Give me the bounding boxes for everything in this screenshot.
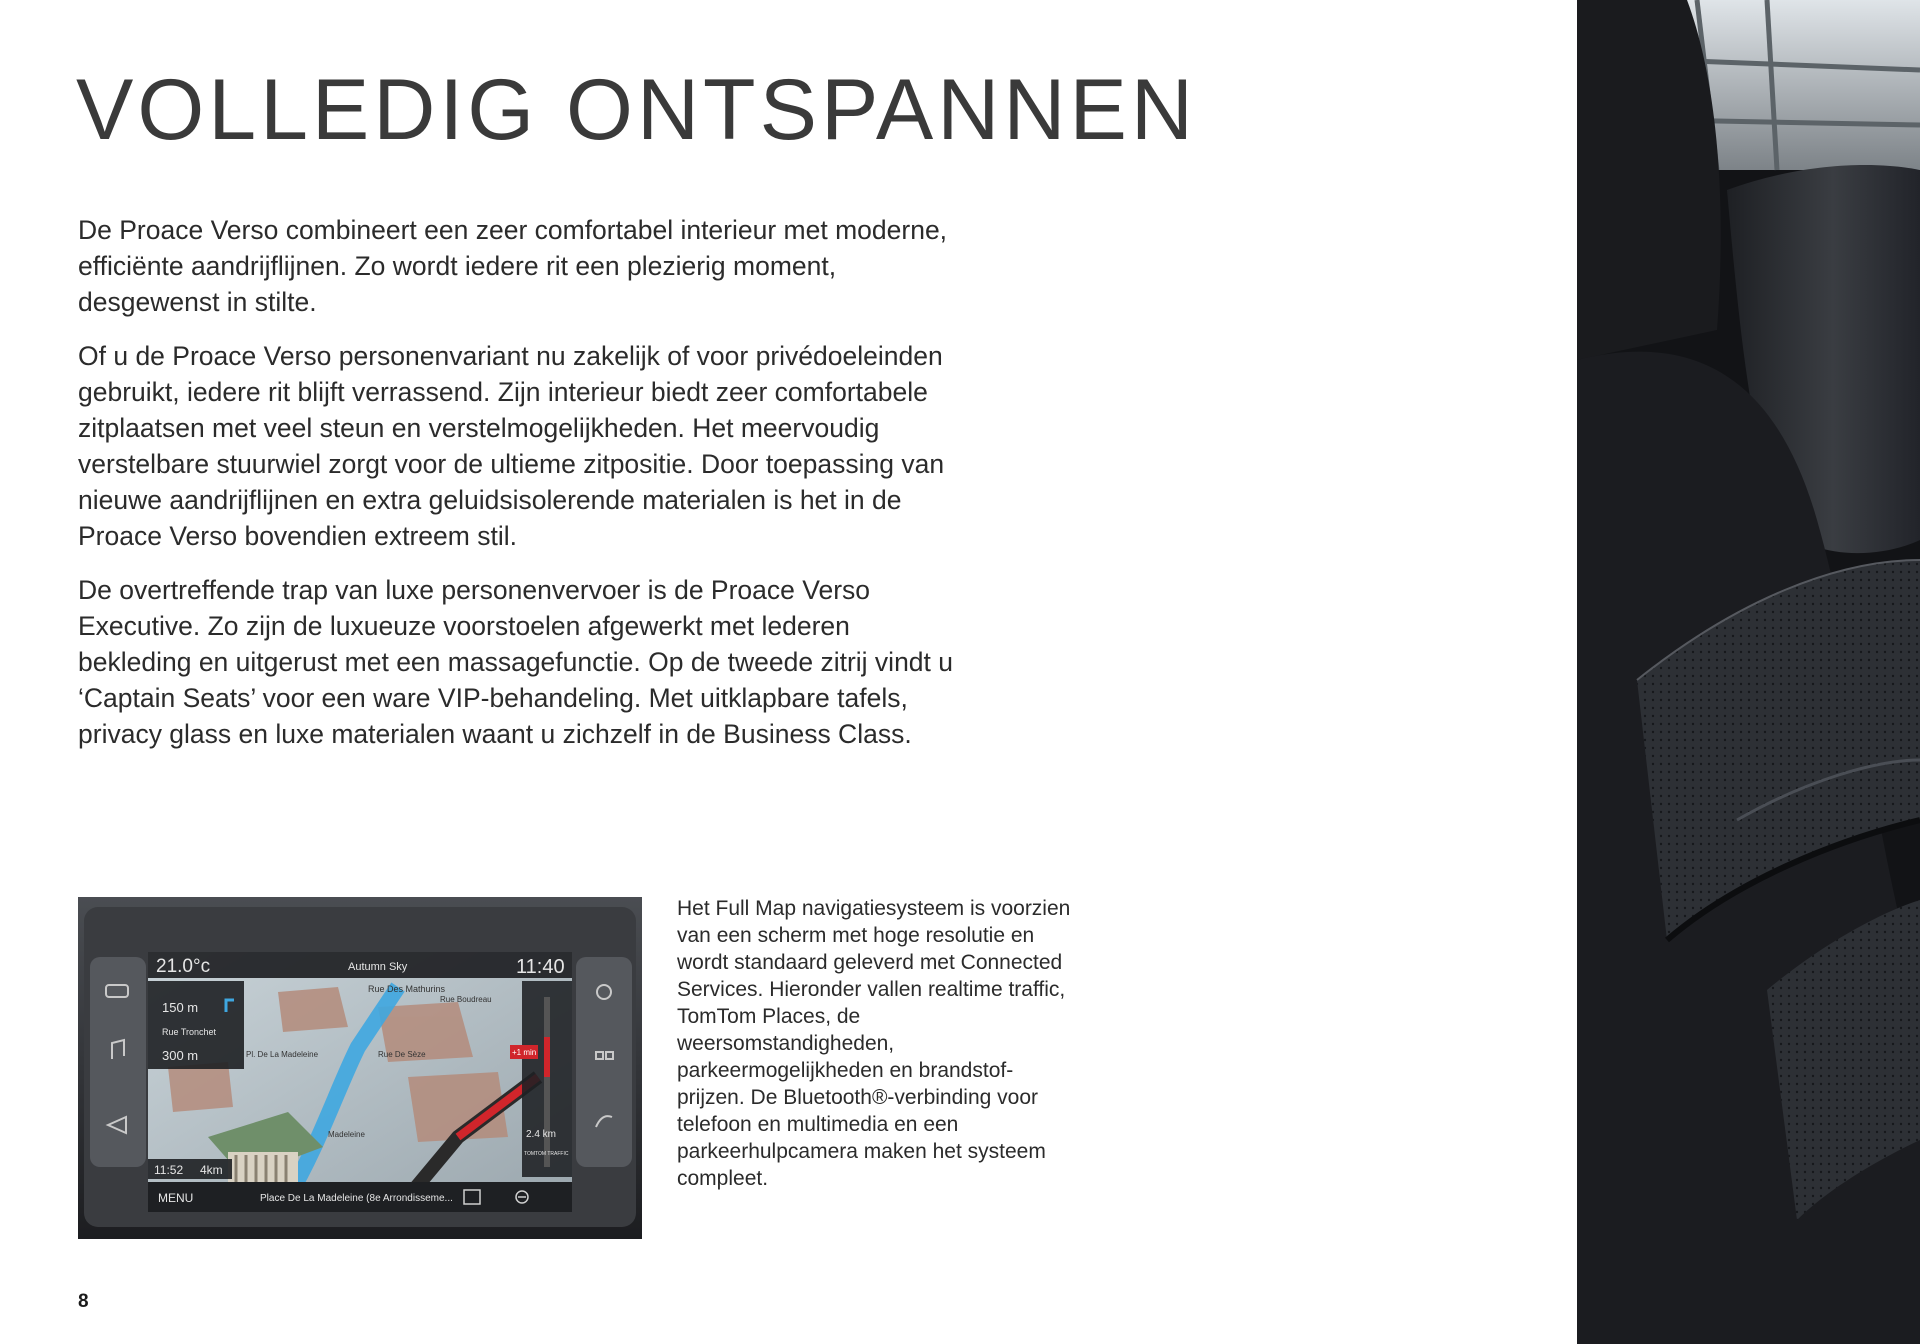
page-number: 8: [78, 1291, 89, 1312]
navigation-screen-illustration: [78, 897, 642, 1239]
street-name: Rue Tronchet: [162, 1027, 217, 1037]
arrival-time: 11:52: [154, 1163, 184, 1177]
paragraph-3: De overtreffende trap van luxe personenvervoer is de Proace Verso Executive. Zo zijn de luxueuze voorstoelen afgewerkt met lederen bekleding en uitgerust met een massagefunctie. Op de tweede zitrij vindt u ‘Captain Seats’ voor een ware VIP-behandeling. Met uitklapbare tafels, privacy glass en luxe materialen waant u zichzelf in de Business Class.: [78, 575, 954, 749]
map-label: Rue Boudreau: [440, 995, 492, 1004]
destination-address: Place De La Madeleine (8e Arrondisseme...: [260, 1193, 453, 1204]
distance-readout: 150 m: [162, 1000, 199, 1015]
map-label: Madeleine: [328, 1130, 365, 1139]
seat-photo: [1577, 0, 1920, 1344]
traffic-distance: 2.4 km: [526, 1129, 557, 1140]
body-text: [78, 212, 958, 770]
clock: 11:40: [516, 956, 565, 978]
traffic-label: TOMTOM TRAFFIC: [524, 1151, 569, 1157]
photo-caption: Het Full Map navigatiesysteem is voorzien van een scherm met hoge resolutie en wordt standaard geleverd met Connected Services. Hieronder vallen realtime traffic, TomTom Places, de weersomstandigheden, parkeermogelijkheden en brandstof-prijzen. De Bluetooth®-verbinding voor telefoon en multimedia en een parkeerhulpcamera maken het systeem compleet.: [677, 897, 1071, 1190]
page-title: VOLLEDIG ONTSPANNEN: [76, 62, 1197, 158]
map-label: Rue De Sèze: [378, 1050, 426, 1059]
leather-seat-illustration: [1577, 0, 1920, 1344]
next-distance: 300 m: [162, 1048, 199, 1063]
remaining-distance: 4km: [200, 1163, 223, 1177]
paragraph-2: Of u de Proace Verso personenvariant nu zakelijk of voor privédoeleinden gebruikt, iedere rit blijft verrassend. Zijn interieur biedt zeer comfortabele zitplaatsen met veel steun en verstelmogelijkheden. Het meervoudig verstelbare stuurwiel zorgt voor de ultieme zitpositie. Door toepassing van nieuwe aandrijflijnen en extra geluidsisolerende materialen is het in de Proace Verso bovendien extreem stil.: [78, 341, 945, 551]
menu-button[interactable]: MENU: [158, 1191, 194, 1205]
navigation-screen-photo: [78, 897, 642, 1239]
map-label: Rue Des Mathurins: [368, 984, 446, 994]
traffic-delay: +1 min: [512, 1048, 537, 1057]
temperature-readout: 21.0°c: [156, 956, 211, 977]
map-label: Pl. De La Madeleine: [246, 1050, 319, 1059]
song-title: Autumn Sky: [348, 961, 408, 973]
paragraph-1: De Proace Verso combineert een zeer comfortabel interieur met moderne, efficiënte aandrijflijnen. Zo wordt iedere rit een plezierig moment, desgewenst in stilte.: [78, 215, 948, 317]
